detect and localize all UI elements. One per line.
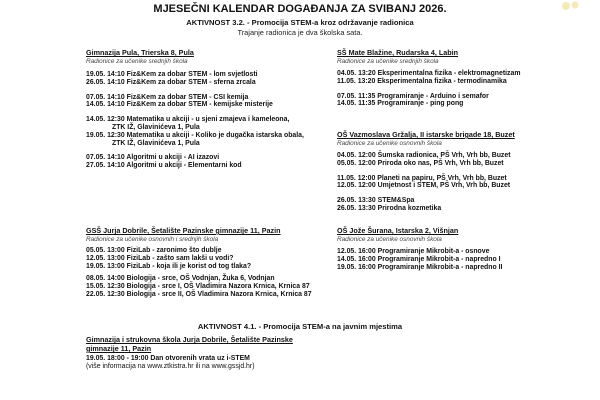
event-item: 12.05. 16:00 Programiranje Mikrobit-a - osnove bbox=[337, 248, 490, 255]
venue-name: Gimnazija i strukovna škola Jurja Dobrile, Šetalište Pazinske bbox=[86, 335, 293, 344]
event-location: ZTK IŽ, Glavinićeva 1, Pula bbox=[112, 123, 200, 131]
duration-note: Trajanje radionica je dva školska sata. bbox=[237, 28, 363, 37]
venue-block-visnjan bbox=[337, 226, 597, 271]
venue-block-pazin bbox=[86, 226, 346, 299]
venue-name: GSŠ Jurja Dobrile, Šetalište Pazinske gimnazije 11, Pazin bbox=[86, 226, 281, 235]
venue-block-labin bbox=[337, 48, 597, 108]
event-item: 05.05. 13:00 FiziLab - zaronimo što dublje bbox=[86, 247, 222, 254]
venue-block-public bbox=[86, 335, 386, 371]
info-note: (više informacija na www.ztkistra.hr ili na www.gssjd.hr) bbox=[86, 362, 255, 370]
event-item: 14.05. 14:10 Fiz&Kem za dobar STEM - kemijske misterije bbox=[86, 101, 273, 109]
event-item: 07.05. 11:35 Programiranje - Arduino i semafor bbox=[337, 92, 489, 100]
event-item: 11.05. 13:20 Eksperimentalna fizika - termodinamika bbox=[337, 77, 507, 85]
venue-name: Gimnazija Pula, Trierska 8, Pula bbox=[86, 48, 194, 57]
logo-icon bbox=[560, 0, 582, 12]
event-item: 14.05. 11:35 Programiranje - ping pong bbox=[337, 100, 464, 108]
event-item: 07.05. 14:10 Fiz&Kem za dobar STEM - CSI kemija bbox=[86, 93, 249, 101]
event-item: 05.05. 12:00 Priroda oko nas, PŠ Vrh, Vrh bb, Buzet bbox=[337, 159, 504, 167]
venue-name: OŠ Vazmoslava Gržalja, II istarske brigade 18, Buzet bbox=[337, 130, 515, 139]
event-item: 19.05. 14:10 Fiz&Kem za dobar STEM - lom svjetlosti bbox=[86, 71, 258, 78]
activity-heading-public: AKTIVNOST 4.1. - Promocija STEM-a na javnim mjestima bbox=[197, 322, 403, 331]
venue-block-pula bbox=[86, 48, 346, 170]
event-item: 19.05. 12:30 Matematika u akciji - Koliko je dugačka istarska obala, bbox=[86, 131, 304, 139]
venue-note: Radionice za učenike osnovnih škola bbox=[337, 140, 442, 147]
event-item: 08.05. 14:00 Biologija - srce, OŠ Vodnjan, Žuka 6, Vodnjan bbox=[86, 275, 275, 283]
venue-name: SŠ Mate Blažine, Rudarska 4, Labin bbox=[337, 48, 459, 57]
event-item: 12.05. 12:00 Umjetnost i STEM, PŠ Vrh, Vrh bb, Buzet bbox=[337, 182, 511, 190]
venue-name-line-2: gimnazije 11, Pazin bbox=[86, 344, 152, 353]
event-item: 26.05. 13:30 Prirodna kozmetika bbox=[337, 204, 442, 212]
venue-note: Radionice za učenike srednjih škola bbox=[86, 58, 188, 65]
venue-note: Radionice za učenike srednjih škola bbox=[337, 58, 439, 65]
event-item: 04.05. 12:00 Šumska radionica, PŠ Vrh, Vrh bb, Buzet bbox=[337, 152, 511, 159]
event-item: 27.05. 14:10 Algoritmi u akciji - Elementarni kod bbox=[86, 162, 242, 170]
page-title: MJESEČNI KALENDAR DOGAĐANJA ZA SVIBANJ 2026. bbox=[153, 3, 447, 15]
event-item: 12.05. 13:00 FiziLab - zašto sam lakši u vodi? bbox=[86, 254, 234, 262]
event-location: ZTK IŽ, Glavinićeva 1, Pula bbox=[112, 139, 200, 147]
event-item: 19.05. 13:00 FiziLab - koja ili je korist od tog tlaka? bbox=[86, 262, 252, 270]
event-item: 19.05. 16:00 Programiranje Mikrobit-a - napredno II bbox=[337, 263, 503, 271]
event-item: 22.05. 12:30 Biologija - srce II, OŠ Vladimira Nazora Krnica, Krnica 87 bbox=[86, 290, 312, 298]
event-item: 11.05. 12:00 Planeti na papiru, PŠ Vrh, Vrh bb, Buzet bbox=[337, 174, 507, 182]
event-item: 14.05. 12:30 Matematika u akciji - u sjeni zmajeva i kameleona, bbox=[86, 116, 290, 124]
activity-heading-workshops: AKTIVNOST 3.2. - Promocija STEM-a kroz održavanje radionica bbox=[186, 18, 414, 27]
event-item: 19.05. 18:00 - 19:00 Dan otvorenih vrata uz i-STEM bbox=[86, 355, 250, 362]
venue-name: OŠ Jože Šurana, Istarska 2, Višnjan bbox=[337, 226, 459, 235]
event-item: 26.05. 13:30 STEM&Spa bbox=[337, 197, 415, 205]
event-item: 04.05. 13:20 Eksperimentalna fizika - elektromagnetizam bbox=[337, 70, 521, 77]
event-item: 07.05. 14:10 Algoritmi u akciji - AI izazovi bbox=[86, 154, 220, 162]
venue-note: Radionice za učenike osnovnih i srednjih škola bbox=[86, 236, 219, 243]
event-item: 15.05. 12:30 Biologija - srce I, OŠ Vladimira Nazora Krnica, Krnica 87 bbox=[86, 283, 310, 291]
venue-note: Radionice za učenike osnovnih škola bbox=[337, 236, 442, 243]
venue-block-buzet bbox=[337, 130, 597, 213]
event-item: 26.05. 14:10 Fiz&Kem za dobar STEM - sferna zrcala bbox=[86, 78, 256, 86]
event-item: 14.05. 16:00 Programiranje Mikrobit-a - napredno I bbox=[337, 255, 501, 263]
